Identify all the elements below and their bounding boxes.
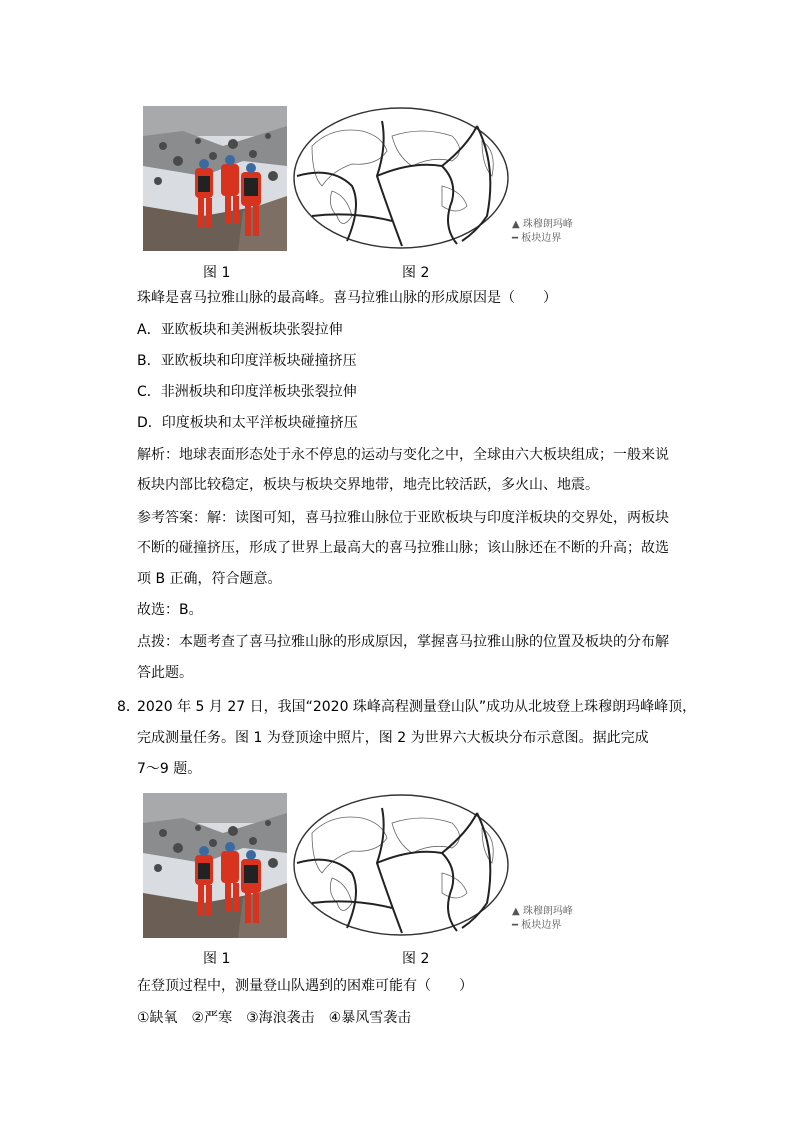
climbers-photo-2 (143, 793, 287, 938)
map-legend-2 (512, 905, 573, 933)
q8-stem: 在登顶过程中，测量登山队遇到的困难可能有（ ） (137, 978, 473, 994)
line-icon: ━ (512, 920, 519, 931)
figure-2-caption-2: 图 2 (402, 951, 430, 967)
figure-2-caption: 图 2 (402, 265, 430, 281)
q7-answer-line-3: 项 B 正确，符合题意。 (137, 571, 282, 587)
triangle-icon: ▲ (512, 906, 520, 917)
q7-option-a: A．亚欧板块和美洲板块张裂拉伸 (137, 322, 343, 338)
legend-peak-2: 珠穆朗玛峰 (522, 906, 573, 917)
q8-intro-line-3: 7～9 题。 (137, 761, 202, 777)
q7-option-d: D．印度板块和太平洋板块碰撞挤压 (137, 415, 358, 431)
q8-number: 8． (117, 699, 140, 715)
q8-items: ①缺氧 ②严寒 ③海浪袭击 ④暴风雪袭击 (137, 1010, 412, 1026)
triangle-icon: ▲ (512, 219, 520, 230)
q7-comment-line-2: 答此题。 (137, 665, 193, 681)
q7-choice: 故选：B。 (137, 602, 203, 618)
q7-answer-line-2: 不断的碰撞挤压，形成了世界上最高大的喜马拉雅山脉；该山脉还在不断的升高；故选 (137, 540, 669, 556)
legend-peak: 珠穆朗玛峰 (522, 219, 573, 230)
q7-answer-line-1: 参考答案：解：读图可知，喜马拉雅山脉位于亚欧板块与印度洋板块的交界处，两板块 (137, 510, 669, 526)
world-plate-map-2 (292, 793, 510, 938)
legend-boundary: 板块边界 (521, 233, 562, 244)
q7-analysis-line-1: 解析：地球表面形态处于永不停息的运动与变化之中，全球由六大板块组成；一般来说 (137, 447, 669, 463)
q7-option-b: B．亚欧板块和印度洋板块碰撞挤压 (137, 353, 357, 369)
legend-boundary-2: 板块边界 (521, 920, 562, 931)
q7-option-c: C．非洲板块和印度洋板块张裂拉伸 (137, 384, 357, 400)
q8-intro-line-1: 2020 年 5 月 27 日，我国“2020 珠峰高程测量登山队”成功从北坡登上珠穆朗玛峰峰顶， (137, 699, 697, 715)
q8-intro-line-2: 完成测量任务。图 1 为登顶途中照片，图 2 为世界六大板块分布示意图。据此完成 (137, 730, 649, 746)
q7-comment-line-1: 点拨：本题考查了喜马拉雅山脉的形成原因，掌握喜马拉雅山脉的位置及板块的分布解 (137, 634, 669, 650)
climbers-photo (143, 106, 287, 251)
q7-stem: 珠峰是喜马拉雅山脉的最高峰。喜马拉雅山脉的形成原因是（ ） (137, 290, 557, 306)
map-legend (512, 218, 573, 246)
figure-1-caption-2: 图 1 (203, 951, 231, 967)
world-plate-map (292, 106, 510, 251)
figure-1-caption: 图 1 (203, 265, 231, 281)
q7-analysis-line-2: 板块内部比较稳定，板块与板块交界地带，地壳比较活跃，多火山、地震。 (137, 477, 599, 493)
line-icon: ━ (512, 233, 519, 244)
